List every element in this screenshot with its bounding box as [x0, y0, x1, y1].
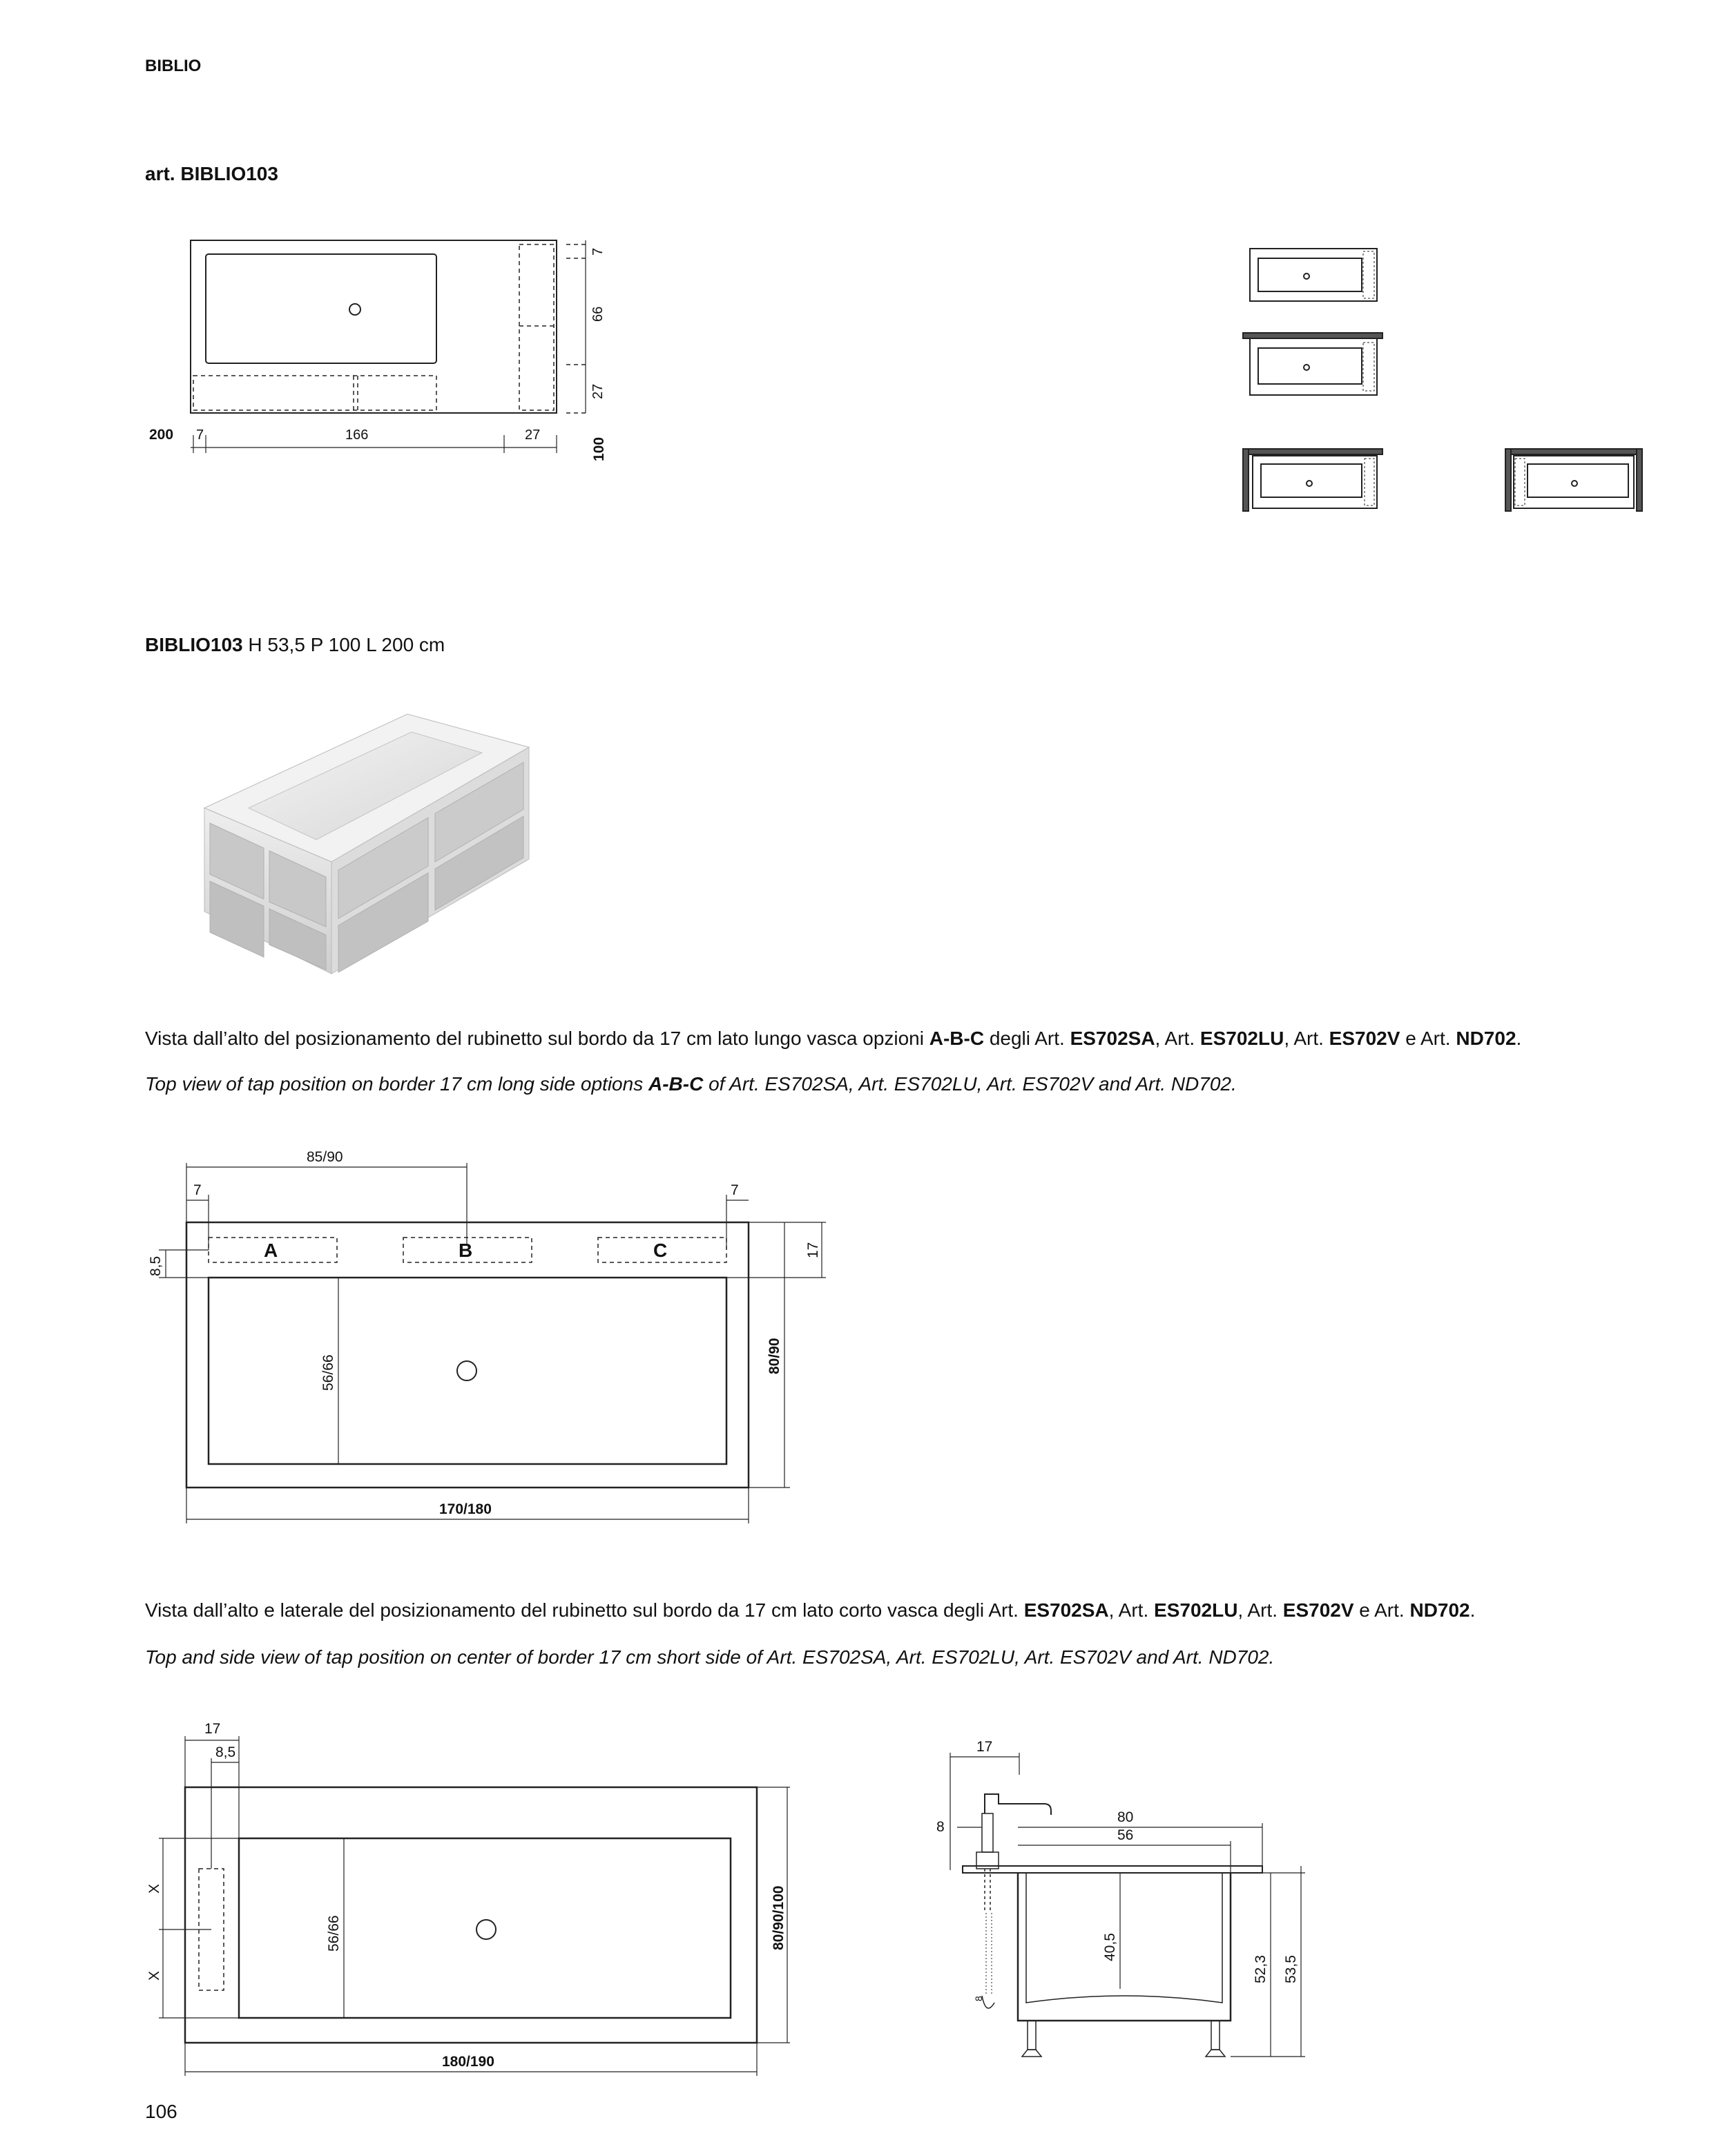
bathtub-render: [200, 704, 546, 981]
short-side-top-drawing: [138, 1713, 815, 2086]
s1-it-sep1: , Art.: [1155, 1028, 1200, 1049]
dim-left: 7: [196, 427, 204, 443]
d3-x1: X: [146, 1883, 162, 1894]
sv-height-1: 52,3: [1253, 1955, 1269, 1983]
s1-en-text-b: of Art. ES702SA, Art. ES702LU, Art. ES702V and Art. ND702.: [703, 1073, 1237, 1095]
s2-it-text-a: Vista dall’alto e laterale del posizionamento del rubinetto sul bordo da 17 cm lato corto vasca degli Art.: [145, 1599, 1024, 1621]
sv-height-2: 53,5: [1283, 1955, 1299, 1983]
s2-it-art1: ES702SA: [1023, 1599, 1109, 1621]
dim-middle: 166: [345, 427, 369, 443]
d2-option-a: A: [264, 1240, 278, 1261]
long-side-tap-drawing: [138, 1146, 842, 1533]
d2-inner: 56/66: [320, 1354, 336, 1391]
s1-it-sep3: e Art.: [1400, 1028, 1456, 1049]
s1-it-end: .: [1516, 1028, 1522, 1049]
s2-it-sep3: e Art.: [1353, 1599, 1410, 1621]
dim-depth-total: 100: [591, 436, 607, 461]
sv-top: 17: [976, 1739, 993, 1755]
s1-it-text-a: Vista dall’alto del posizionamento del rubinetto sul bordo da 17 cm lato lungo vasca opzioni: [145, 1028, 929, 1049]
configuration-thumbnails: [1236, 242, 1650, 518]
sv-small: 8: [973, 1996, 984, 2001]
d2-half-border: 8,5: [148, 1255, 164, 1276]
page-number: 106: [145, 2101, 177, 2122]
d2-depth: 80/90: [767, 1338, 782, 1374]
section2-english: Top and side view of tap position on center of border 17 cm short side of Art. ES702SA, Art. ES702LU, Art. ES702V and Art. ND702.: [145, 1646, 1275, 1668]
sv-inner: 56: [1117, 1827, 1134, 1843]
s1-it-options: A-B-C: [929, 1028, 985, 1049]
sv-outer: 80: [1117, 1809, 1134, 1825]
d3-width: 180/190: [442, 2054, 494, 2070]
s2-it-art3: ES702V: [1282, 1599, 1354, 1621]
s1-en-options: A-B-C: [648, 1073, 704, 1095]
s1-it-text-b: degli Art.: [984, 1028, 1070, 1049]
s2-it-sep1: , Art.: [1108, 1599, 1155, 1621]
dim-depth-mid: 66: [590, 306, 606, 322]
s1-it-art2: ES702LU: [1199, 1028, 1284, 1049]
product-spec: [145, 634, 445, 656]
s1-it-art3: ES702V: [1329, 1028, 1400, 1049]
s2-it-art2: ES702LU: [1154, 1599, 1238, 1621]
sv-tap-height: 8: [936, 1819, 945, 1835]
d3-border: 17: [204, 1721, 221, 1737]
s2-it-end: .: [1469, 1599, 1476, 1621]
section1-english: [145, 1073, 1237, 1095]
d2-top: 85/90: [307, 1149, 343, 1165]
d2-right-off: 7: [731, 1182, 739, 1198]
d3-half-border: 8,5: [215, 1744, 236, 1760]
s1-it-art1: ES702SA: [1070, 1028, 1155, 1049]
dim-depth-top: 7: [590, 247, 606, 256]
section-header: BIBLIO: [145, 57, 202, 75]
s1-en-text-a: Top view of tap position on border 17 cm long side options: [145, 1073, 648, 1095]
section2-italian: [145, 1599, 1475, 1621]
product-code: BIBLIO103: [145, 634, 243, 655]
d2-option-b: B: [459, 1240, 473, 1261]
d3-depth: 80/90/100: [771, 1885, 787, 1950]
d2-border: 17: [805, 1242, 821, 1258]
side-view-drawing: [932, 1726, 1319, 2086]
d2-option-c: C: [653, 1240, 668, 1261]
dim-right: 27: [525, 427, 541, 443]
d3-x2: X: [146, 1970, 162, 1981]
s2-it-sep2: , Art.: [1237, 1599, 1283, 1621]
d2-left-off: 7: [193, 1182, 202, 1198]
s1-it-sep2: , Art.: [1284, 1028, 1329, 1049]
d2-width: 170/180: [439, 1501, 492, 1517]
d3-inner: 56/66: [326, 1915, 342, 1952]
dim-depth-bottom: 27: [590, 383, 606, 399]
product-dimensions: H 53,5 P 100 L 200 cm: [248, 634, 445, 655]
sv-basin-depth: 40,5: [1102, 1933, 1118, 1961]
section1-italian: [145, 1028, 1521, 1050]
article-title: art. BIBLIO103: [145, 163, 278, 184]
dim-width-total: 200: [149, 427, 174, 443]
s1-it-art4: ND702: [1456, 1028, 1516, 1049]
s2-it-art4: ND702: [1409, 1599, 1470, 1621]
top-view-drawing: [138, 228, 621, 477]
